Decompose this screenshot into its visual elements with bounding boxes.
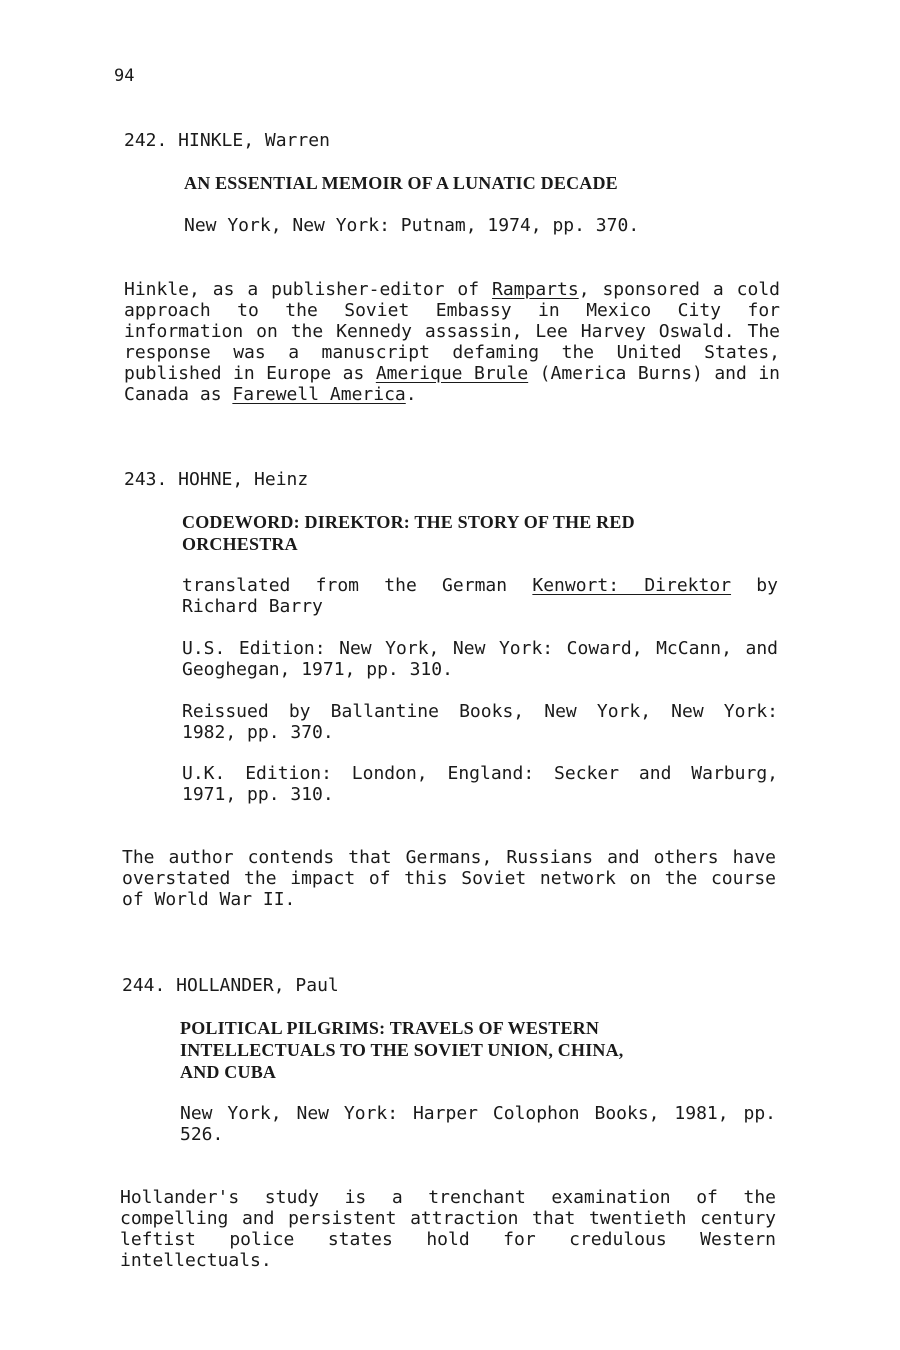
translation-text: by Richard Barry <box>182 575 778 617</box>
reissue-243: Reissued by Ballantine Books, New York, New York: 1982, pp. 370. <box>182 701 778 743</box>
book-title-242: AN ESSENTIAL MEMOIR OF A LUNATIC DECADE <box>184 173 618 193</box>
periodical-title: Ramparts <box>492 279 579 300</box>
publication-info-244: New York, New York: Harper Colophon Books, 1981, pp. 526. <box>180 1103 776 1145</box>
book-title-243 <box>182 511 782 555</box>
entry-heading-244: 244. HOLLANDER, Paul <box>122 975 339 996</box>
book-title-french: Amerique Brule <box>375 363 529 384</box>
title-line: CODEWORD: DIREKTOR: THE STORY OF THE RED <box>182 512 635 532</box>
title-line: AND CUBA <box>180 1062 277 1082</box>
annotation-244: Hollander's study is a trenchant examination of the compelling and persistent attraction that twentieth century leftist police states hold for credulous Western intellectuals. <box>120 1187 776 1271</box>
entry-heading-243: 243. HOHNE, Heinz <box>124 469 309 490</box>
original-title: Kenwort: Direktor <box>532 575 732 596</box>
annotation-text: . <box>405 384 417 405</box>
publication-info-242: New York, New York: Putnam, 1974, pp. 370. <box>184 215 640 236</box>
annotation-text: , sponsored a cold approach to the Soviet Embassy in Mexico City for information on the Kennedy assassin, Lee Harvey Oswald. The response was a manuscript defaming the United States, published in Europe as <box>124 279 780 384</box>
page-number: 94 <box>114 66 135 86</box>
translation-text: translated from the German <box>182 575 533 596</box>
annotation-242 <box>124 279 780 405</box>
translation-note-243 <box>182 575 778 617</box>
title-line: INTELLECTUALS TO THE SOVIET UNION, CHINA, <box>180 1040 624 1060</box>
title-line: ORCHESTRA <box>182 534 298 554</box>
annotation-text: Hinkle, as a publisher-editor of <box>124 279 492 300</box>
annotation-text: (America Burns) and in Canada as <box>124 363 781 405</box>
title-line: POLITICAL PILGRIMS: TRAVELS OF WESTERN <box>180 1018 600 1038</box>
entry-heading-242: 242. HINKLE, Warren <box>124 130 330 151</box>
uk-edition-243: U.K. Edition: London, England: Secker and Warburg, 1971, pp. 310. <box>182 763 778 805</box>
book-title-244 <box>180 1017 780 1083</box>
us-edition-243: U.S. Edition: New York, New York: Coward, McCann, and Geoghegan, 1971, pp. 310. <box>182 638 778 680</box>
annotation-243: The author contends that Germans, Russians and others have overstated the impact of this Soviet network on the course of World War II. <box>122 847 776 910</box>
book-title-canada: Farewell America <box>232 384 406 405</box>
